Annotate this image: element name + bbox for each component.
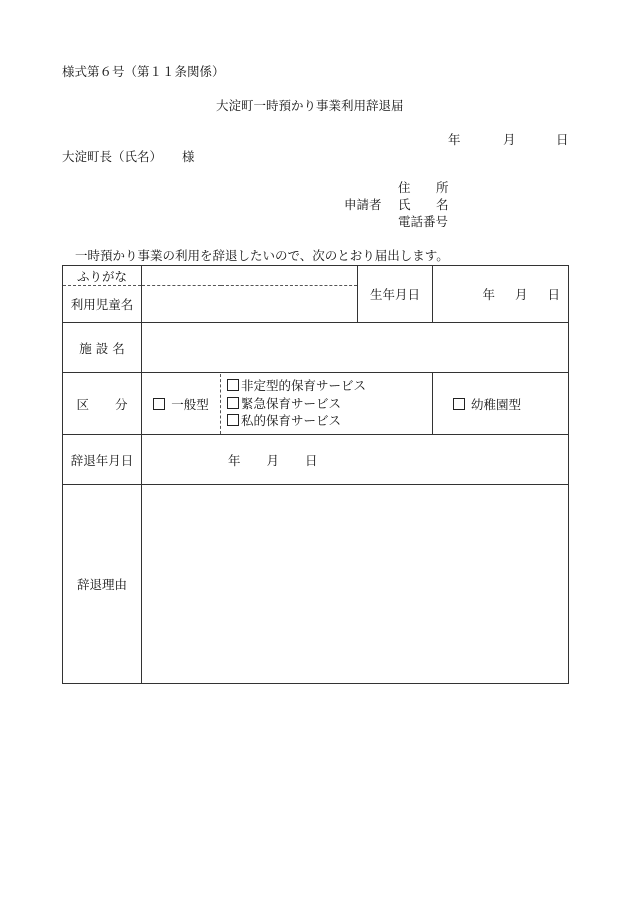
address-label-1: 住 [398,180,411,195]
general-checkbox[interactable] [153,398,165,410]
date-year-label: 年 [448,132,461,147]
category-option-emergency[interactable] [227,396,366,412]
category-kindergarten-label: 幼稚園型 [470,396,521,412]
category-label-1: 区 [76,396,89,412]
birth-year-label: 年 [482,287,495,302]
date-day-label: 日 [556,132,569,147]
name-label-1: 氏 [398,197,411,212]
child-name-input[interactable] [142,286,358,323]
applicant-label: 申請者 [344,197,382,212]
facility-label-2: 設 [95,340,109,356]
emergency-checkbox[interactable] [227,397,239,409]
form-number: 様式第６号（第１１条関係） [62,64,225,79]
birthdate-field[interactable] [433,266,569,323]
facility-label-3: 名 [112,340,125,356]
category-general-label: 一般型 [171,396,209,412]
category-label-2: 分 [115,396,128,412]
category-option-label: 私的保育サービス [241,413,342,429]
withdrawal-form-table [62,265,569,684]
reason-input[interactable] [142,485,569,684]
category-option-private[interactable] [227,413,366,429]
birth-day-label: 日 [547,287,560,302]
withdraw-date-field[interactable] [142,435,569,485]
withdraw-month-label: 月 [266,452,280,468]
kindergarten-checkbox[interactable] [453,398,465,410]
category-general-option[interactable] [142,374,221,434]
address-label-2: 所 [436,180,449,195]
withdraw-year-label: 年 [228,452,241,468]
withdraw-day-label: 日 [305,452,318,468]
addressee: 大淀町長（氏名） [62,149,163,164]
honorific: 様 [182,149,195,164]
category-options-cell [142,373,433,435]
category-option-label: 非定型的保育サービス [241,378,367,394]
facility-input[interactable] [142,323,569,373]
intro-text: 一時預かり事業の利用を辞退したいので、次のとおり届出します。 [75,248,449,263]
category-option-label: 緊急保育サービス [241,395,342,411]
withdraw-date-label: 辞退年月日 [63,435,142,485]
furigana-label: ふりがな [63,266,142,286]
furigana-input[interactable] [142,266,358,286]
facility-label-1: 施 [79,340,92,356]
child-name-label: 利用児童名 [63,286,142,323]
page-title: 大淀町一時預かり事業利用辞退届 [216,98,404,113]
private-checkbox[interactable] [227,414,239,426]
phone-label: 電話番号 [398,214,449,229]
name-label-2: 名 [436,197,449,212]
category-kindergarten-option[interactable] [433,373,569,435]
facility-label [63,323,142,373]
reason-label: 辞退理由 [63,485,142,684]
atypical-checkbox[interactable] [227,379,239,391]
category-option-atypical[interactable] [227,378,366,394]
category-sub-options [221,378,366,429]
birth-month-label: 月 [514,287,528,302]
date-month-label: 月 [503,132,516,147]
category-label [63,373,142,435]
birthdate-label: 生年月日 [358,266,433,323]
